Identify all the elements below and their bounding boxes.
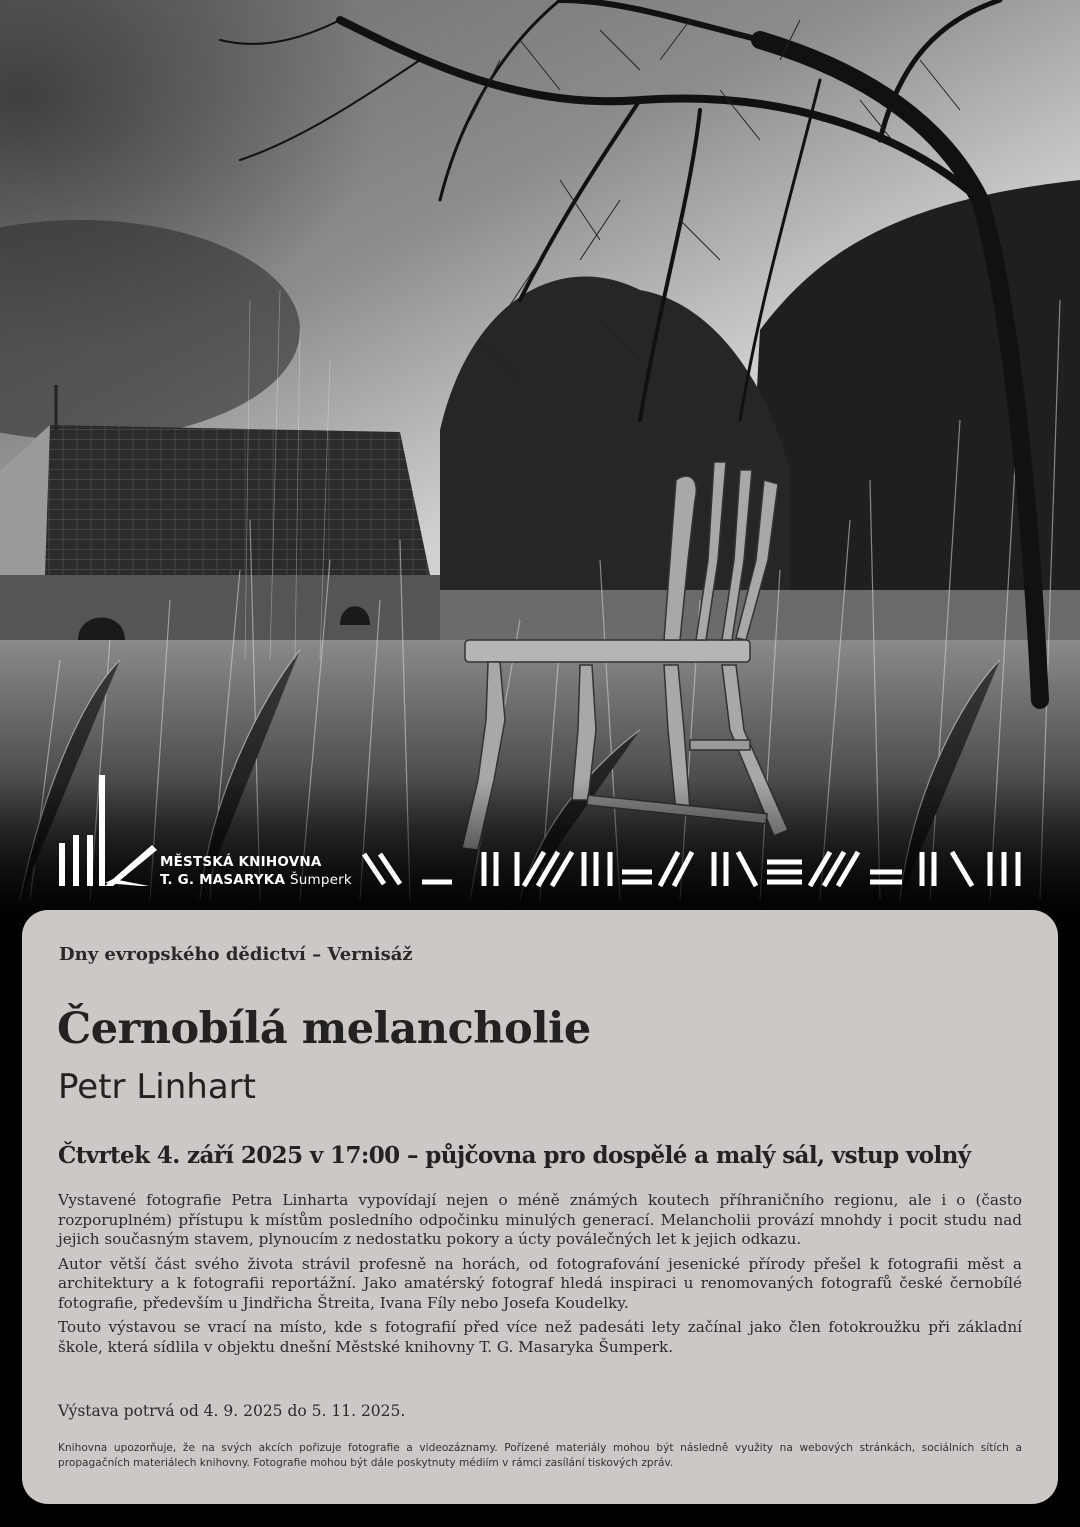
- exhibition-duration: Výstava potrvá od 4. 9. 2025 do 5. 11. 2025.: [58, 1402, 406, 1420]
- library-name-line2: [160, 871, 352, 889]
- library-logo: [57, 775, 357, 890]
- exhibition-title: Černobílá melancholie: [57, 1004, 591, 1054]
- event-datetime: Čtvrtek 4. září 2025 v 17:00 – půjčovna pro dospělé a malý sál, vstup volný: [58, 1142, 971, 1169]
- library-name: [160, 853, 352, 889]
- exhibition-author: Petr Linhart: [58, 1067, 256, 1107]
- photography-notice: Knihovna upozorňuje, že na svých akcích pořizuje fotografie a videozáznamy. Pořízené materiály mohou být následně využity na webových stránkách, sociálních sítích a propagačních materiálech knihovny. Fotografie mohou být dále poskytnuty médiím v rámci zasílání tiskových zpráv.: [58, 1442, 1022, 1469]
- description-paragraph: Autor větší část svého života strávil profesně na horách, od fotografování jesenické přírody přešel k fotografii měst a architektury a k fotografii reportážní. Jako amatérský fotograf hledá inspiraci u renomovaných fotografů české černobílé fotografie, především u Jindřicha Štreita, Ivana Fíly nebo Josefa Koudelky.: [58, 1254, 1022, 1312]
- description-paragraph: Touto výstavou se vrací na místo, kde s fotografií před více než padesáti lety začínal jako člen fotokroužku při základní škole, která sídlila v objektu dnešní Městské knihovny T. G. Masaryka Šumperk.: [58, 1318, 1022, 1356]
- event-series: Dny evropského dědictví – Vernisáž: [59, 944, 413, 965]
- decorative-book-pattern: [362, 850, 1022, 888]
- library-name-line1: MĚSTSKÁ KNIHOVNA: [160, 854, 322, 870]
- book-stroke-pattern-icon: [362, 850, 1022, 888]
- library-name-masaryka: T. G. MASARYKA: [160, 872, 286, 888]
- description-paragraph: Vystavené fotografie Petra Linharta vypovídají nejen o méně známých koutech příhraničního regionu, ale i o (často rozporuplném) přístupu k místům posledního odpočinku minulých generací. Melancholii provází mnohdy i pocit studu nad jejich současným stavem, plynoucím z nedostatku pokory a úcty poválečných let k jejich odkazu.: [58, 1191, 1022, 1248]
- library-logo-icon: [57, 775, 167, 890]
- library-name-town: Šumperk: [290, 872, 352, 888]
- event-info-card: [22, 910, 1058, 1504]
- exhibition-description: [58, 1191, 1022, 1362]
